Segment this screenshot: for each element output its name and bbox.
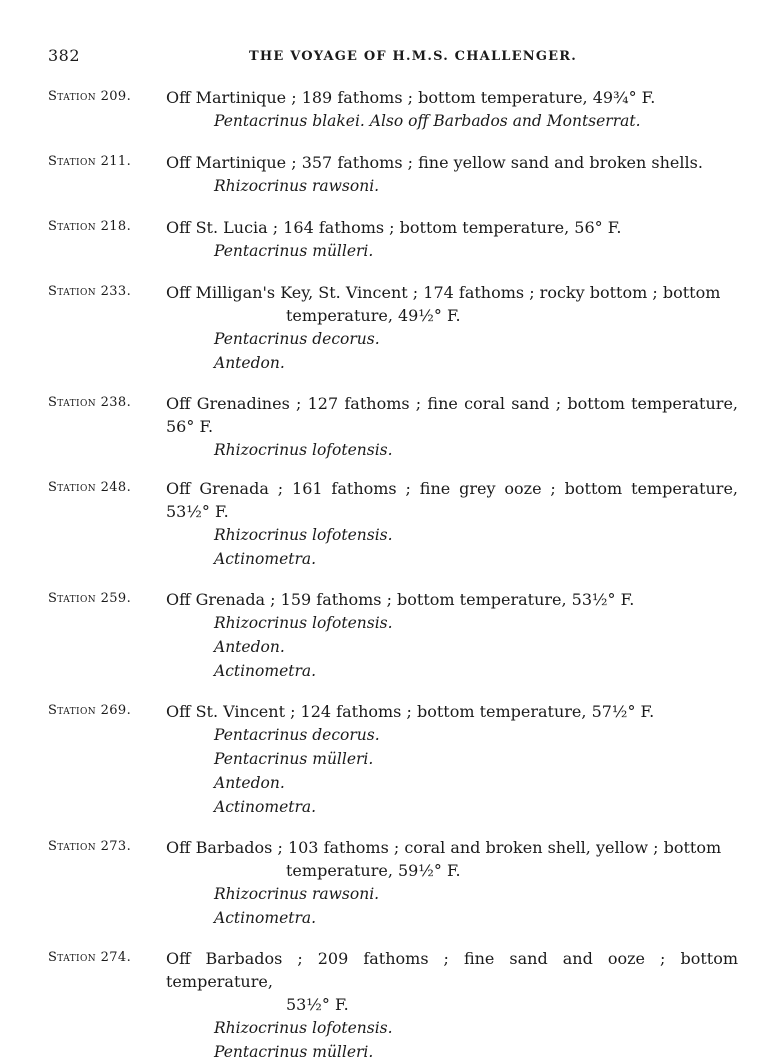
station-entry	[48, 836, 738, 930]
species-name: Actinometra.	[214, 550, 317, 568]
page-header	[48, 46, 748, 70]
species-name: Antedon.	[214, 354, 285, 372]
page-number: 382	[48, 46, 81, 65]
description-line: Off Grenada ; 161 fathoms ; fine grey ooze ; bottom temperature, 53½° F.	[166, 479, 738, 521]
species-name: Pentacrinus mülleri.	[214, 1043, 374, 1061]
species-name: Pentacrinus mülleri.	[214, 242, 374, 260]
species-name: Rhizocrinus rawsoni.	[214, 885, 380, 903]
description-continuation: temperature, 59½° F.	[286, 861, 461, 880]
description-line: Off St. Lucia ; 164 fathoms ; bottom temperature, 56° F.	[166, 218, 622, 237]
species-list	[214, 327, 738, 375]
species-list	[214, 523, 738, 571]
station-description	[166, 151, 738, 174]
station-label: Station 238.	[48, 395, 132, 410]
species-name: Rhizocrinus lofotensis.	[214, 441, 393, 459]
station-label: Station 233.	[48, 284, 132, 299]
station-label: Station 218.	[48, 219, 132, 234]
species-name: Rhizocrinus lofotensis.	[214, 614, 393, 632]
species-name: Pentacrinus mülleri.	[214, 750, 374, 768]
species-list	[214, 438, 738, 462]
species-name: Antedon.	[214, 638, 285, 656]
description-continuation: temperature, 49½° F.	[286, 306, 461, 325]
station-entry	[48, 151, 738, 198]
species-name: Pentacrinus decorus.	[214, 726, 380, 744]
species-name: Actinometra.	[214, 798, 317, 816]
species-name: Actinometra.	[214, 662, 317, 680]
running-title: THE VOYAGE OF H.M.S. CHALLENGER.	[249, 49, 577, 64]
station-label: Station 274.	[48, 950, 132, 965]
station-label: Station 273.	[48, 839, 132, 854]
station-label: Station 259.	[48, 591, 132, 606]
station-description	[166, 947, 738, 1016]
species-list	[214, 723, 738, 819]
station-description	[166, 216, 738, 239]
station-entry	[48, 588, 738, 683]
species-name: Antedon.	[214, 774, 285, 792]
station-label: Station 248.	[48, 480, 132, 495]
description-line: Off Grenada ; 159 fathoms ; bottom temperature, 53½° F.	[166, 590, 635, 609]
station-description	[166, 477, 738, 523]
description-line: Off Martinique ; 189 fathoms ; bottom temperature, 49¾° F.	[166, 88, 656, 107]
description-line: Off Barbados ; 103 fathoms ; coral and broken shell, yellow ; bottom	[166, 838, 722, 857]
station-description	[166, 281, 738, 327]
station-entry	[48, 947, 738, 1064]
species-list	[214, 1016, 738, 1064]
station-list	[48, 86, 738, 1064]
station-description	[166, 588, 738, 611]
station-entry	[48, 477, 738, 571]
station-label: Station 211.	[48, 154, 132, 169]
station-entry	[48, 216, 738, 263]
species-list	[214, 174, 738, 198]
species-name: Actinometra.	[214, 909, 317, 927]
description-line: Off Barbados ; 209 fathoms ; fine sand and ooze ; bottom temperature,	[166, 949, 738, 991]
station-label: Station 269.	[48, 703, 132, 718]
species-list	[214, 109, 738, 133]
species-list	[214, 882, 738, 930]
station-description	[166, 86, 738, 109]
station-entry	[48, 86, 738, 133]
station-label: Station 209.	[48, 89, 132, 104]
species-list	[214, 239, 738, 263]
station-entry	[48, 700, 738, 819]
station-description	[166, 700, 738, 723]
species-name: Pentacrinus decorus.	[214, 330, 380, 348]
species-list	[214, 611, 738, 683]
station-description	[166, 836, 738, 882]
description-line: Off Martinique ; 357 fathoms ; fine yellow sand and broken shells.	[166, 153, 703, 172]
species-name: Rhizocrinus lofotensis.	[214, 1019, 393, 1037]
station-entry	[48, 392, 738, 462]
station-description	[166, 392, 738, 438]
description-continuation: 53½° F.	[286, 995, 349, 1014]
description-line: Off Milligan's Key, St. Vincent ; 174 fathoms ; rocky bottom ; bottom	[166, 283, 721, 302]
description-line: Off Grenadines ; 127 fathoms ; fine coral sand ; bottom temperature, 56° F.	[166, 394, 738, 436]
species-name: Rhizocrinus lofotensis.	[214, 526, 393, 544]
description-line: Off St. Vincent ; 124 fathoms ; bottom temperature, 57½° F.	[166, 702, 655, 721]
station-entry	[48, 281, 738, 375]
species-name: Pentacrinus blakei. Also off Barbados and Montserrat.	[214, 112, 641, 130]
species-name: Rhizocrinus rawsoni.	[214, 177, 380, 195]
